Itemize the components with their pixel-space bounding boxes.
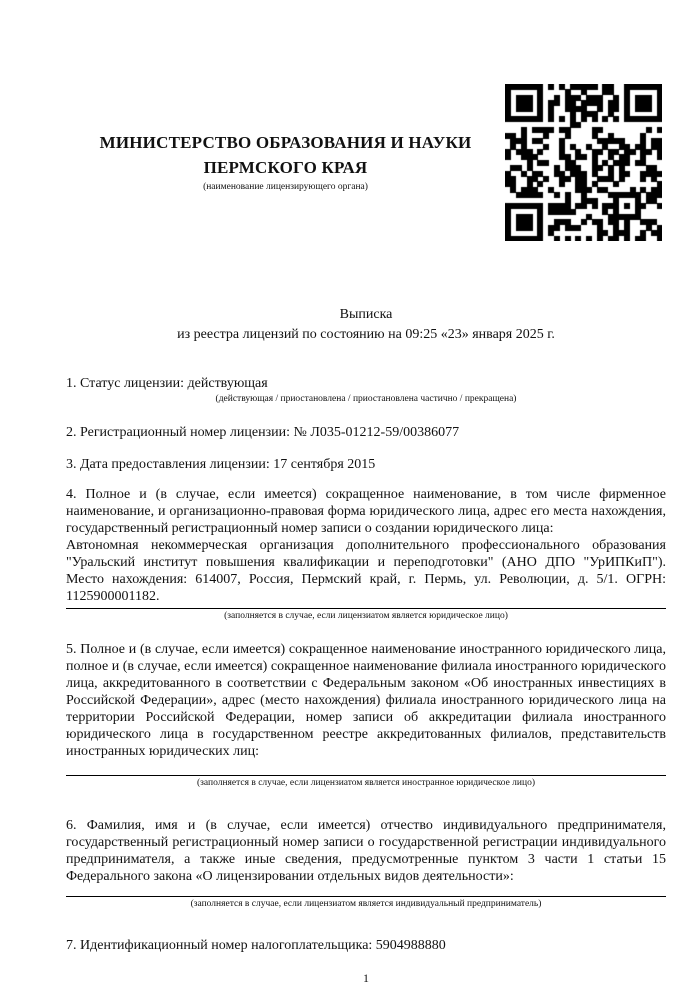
legal-entity-label: 4. Полное и (в случае, если имеется) сокращенное наименование, в том числе фирменное наименование, и организационно-правовая форма юридического лица, адрес его места нахождения, государственный регистрационный номер записи о создании юридического лица: — [66, 487, 666, 536]
item-foreign-entity — [66, 641, 666, 789]
blank-fill-space — [66, 885, 666, 893]
document-title-line2: из реестра лицензий по состоянию на 09:25 «23» января 2025 г. — [177, 327, 555, 342]
taxpayer-number-text: 7. Идентификационный номер налогоплательщика: 5904988880 — [66, 938, 446, 953]
fill-in-line — [66, 775, 666, 776]
qr-code-canvas — [505, 84, 662, 241]
individual-entrepreneur-caption: (заполняется в случае, если лицензиатом является индивидуальный предприниматель) — [190, 899, 542, 909]
registration-number-text: 2. Регистрационный номер лицензии: № Л035-01212-59/00386077 — [66, 425, 460, 440]
page-number: 1 — [363, 971, 369, 985]
license-status-text: 1. Статус лицензии: действующая — [66, 376, 268, 391]
grant-date-text: 3. Дата предоставления лицензии: 17 сентября 2015 — [66, 457, 376, 472]
document-title-line1: Выписка — [339, 307, 393, 322]
license-items — [66, 375, 666, 954]
fill-in-line — [66, 608, 666, 609]
legal-entity-value: Автономная некоммерческая организация дополнительного профессионального образования "Уральский институт повышения квалификации и переподготовки" (АНО ДПО "УрИПКиП"). Место нахождения: 614007, Россия, Пермский край, г. Пермь, ул. Революции, д. 5/1. ОГРН: 1125900001182. — [66, 538, 666, 604]
individual-entrepreneur-label: 6. Фамилия, имя и (в случае, если имеется) отчество индивидуального предпринимателя, государственный регистрационный номер записи о государственной регистрации индивидуального предпринимателя, а также иные сведения, предусмотренные пунктом 3 части 1 статьи 15 Федерального закона «О лицензировании отдельных видов деятельности»: — [66, 818, 666, 884]
fill-in-line — [66, 896, 666, 897]
item-individual-entrepreneur — [66, 817, 666, 910]
item-grant-date — [66, 456, 666, 473]
foreign-entity-caption: (заполняется в случае, если лицензиатом является иностранное юридическое лицо) — [197, 778, 535, 788]
ministry-title-line1: МИНИСТЕРСТВО ОБРАЗОВАНИЯ И НАУКИ — [99, 133, 472, 152]
document-title — [66, 305, 666, 345]
ministry-title — [66, 130, 505, 180]
item-legal-entity — [66, 486, 666, 622]
qr-code-image — [505, 84, 662, 241]
license-status-caption: (действующая / приостановлена / приостановлена частично / прекращена) — [215, 394, 517, 404]
legal-entity-caption: (заполняется в случае, если лицензиатом является юридическое лицо) — [224, 611, 508, 621]
letterhead — [66, 84, 666, 241]
blank-fill-space — [66, 760, 666, 772]
item-taxpayer-number — [66, 937, 666, 954]
foreign-entity-label: 5. Полное и (в случае, если имеется) сокращенное наименование иностранного юридического лица, полное и (в случае, если имеется) сокращенное наименование филиала иностранного юридического лица, аккредитованного в соответствии с Федеральным законом «Об иностранных инвестициях в Российской Федерации», адрес (место нахождения) филиала иностранного юридического лица на территории Российской Федерации, номер записи об аккредитации филиала иностранного юридического лица в государственном реестре аккредитованных филиалов, представительств иностранных юридических лиц: — [66, 642, 666, 759]
ministry-caption: (наименование лицензирующего органа) — [203, 182, 368, 192]
ministry-title-line2: ПЕРМСКОГО КРАЯ — [203, 158, 368, 177]
item-license-status — [66, 375, 666, 405]
item-registration-number — [66, 424, 666, 441]
issuing-authority-block — [66, 84, 505, 193]
